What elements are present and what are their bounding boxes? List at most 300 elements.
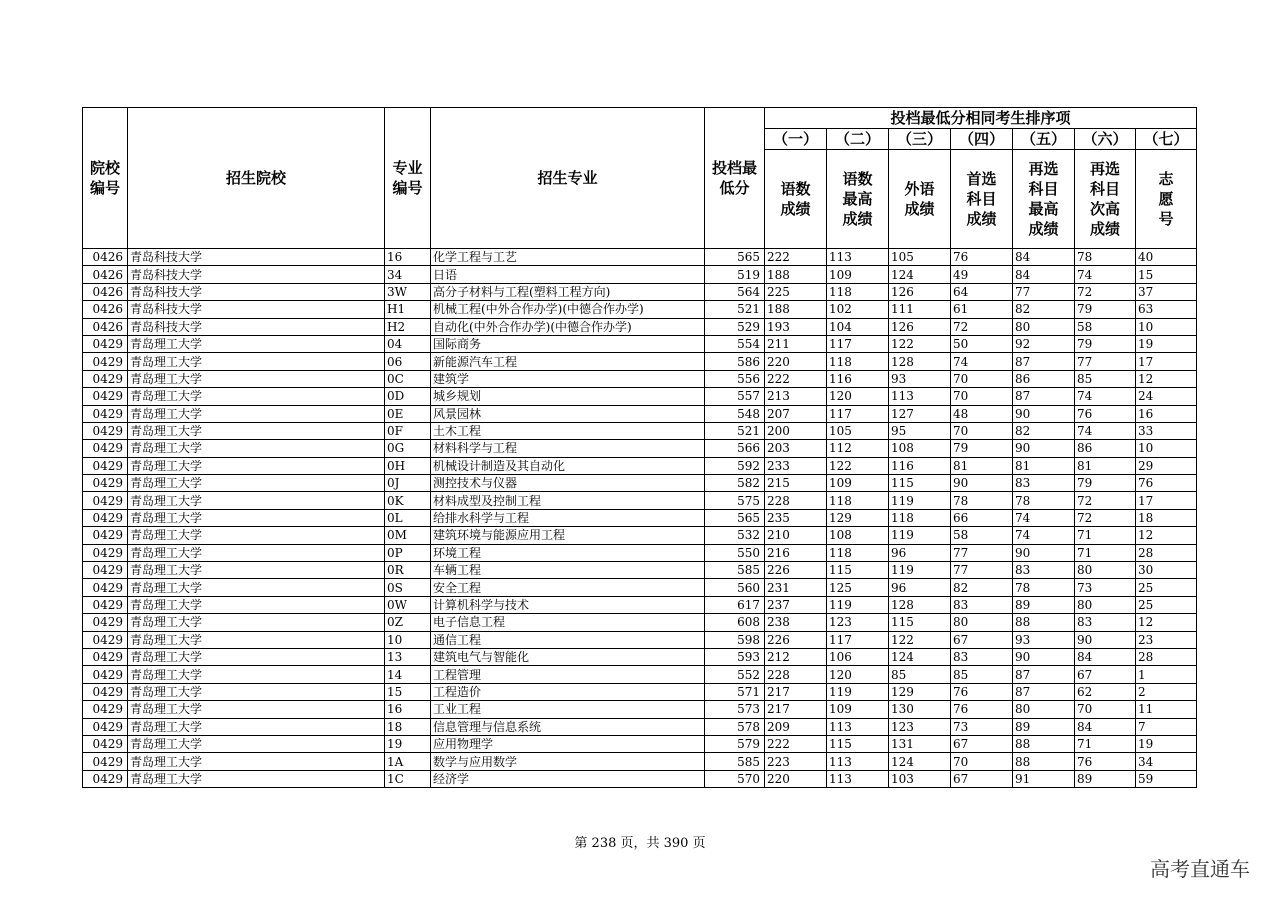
cell-tiebreak-3: 113 [889,388,951,405]
cell-school-name: 青岛理工大学 [128,370,385,387]
tiebreak-index: （三） [889,129,951,150]
cell-major-name: 安全工程 [431,579,705,596]
cell-tiebreak-3: 96 [889,579,951,596]
cell-tiebreak-6: 72 [1075,509,1136,526]
cell-tiebreak-2: 125 [827,579,889,596]
cell-major-code: 0G [385,440,431,457]
cell-min-score: 521 [705,422,765,439]
cell-tiebreak-7: 33 [1136,422,1197,439]
table-row [83,648,1197,665]
cell-major-name: 应用物理学 [431,735,705,752]
tiebreak-index: （四） [951,129,1013,150]
cell-school-code: 0429 [83,753,128,770]
cell-tiebreak-6: 83 [1075,614,1136,631]
cell-min-score: 560 [705,579,765,596]
cell-tiebreak-6: 72 [1075,283,1136,300]
cell-tiebreak-7: 19 [1136,735,1197,752]
cell-tiebreak-4: 70 [951,753,1013,770]
header-major-code: 专业编号 [385,108,431,249]
cell-tiebreak-6: 74 [1075,388,1136,405]
cell-major-name: 车辆工程 [431,562,705,579]
cell-school-code: 0429 [83,527,128,544]
cell-tiebreak-6: 85 [1075,370,1136,387]
cell-tiebreak-1: 225 [765,283,827,300]
cell-school-code: 0429 [83,440,128,457]
cell-tiebreak-2: 113 [827,249,889,266]
cell-major-code: 15 [385,683,431,700]
cell-tiebreak-6: 90 [1075,631,1136,648]
cell-tiebreak-3: 111 [889,301,951,318]
cell-tiebreak-3: 128 [889,353,951,370]
table-row [83,283,1197,300]
tiebreak-index: （一） [765,129,827,150]
cell-tiebreak-6: 80 [1075,562,1136,579]
cell-school-name: 青岛理工大学 [128,422,385,439]
cell-tiebreak-7: 28 [1136,544,1197,561]
cell-school-code: 0429 [83,735,128,752]
cell-major-name: 材料科学与工程 [431,440,705,457]
cell-major-code: 3W [385,283,431,300]
cell-tiebreak-6: 73 [1075,579,1136,596]
cell-tiebreak-7: 40 [1136,249,1197,266]
cell-school-code: 0429 [83,388,128,405]
cell-tiebreak-3: 103 [889,770,951,787]
cell-tiebreak-6: 80 [1075,596,1136,613]
cell-tiebreak-3: 93 [889,370,951,387]
cell-tiebreak-7: 30 [1136,562,1197,579]
table-row [83,335,1197,352]
cell-tiebreak-6: 79 [1075,475,1136,492]
cell-tiebreak-4: 61 [951,301,1013,318]
cell-tiebreak-3: 127 [889,405,951,422]
cell-tiebreak-2: 109 [827,266,889,283]
cell-major-name: 机械设计制造及其自动化 [431,457,705,474]
cell-tiebreak-5: 90 [1013,440,1075,457]
cell-min-score: 556 [705,370,765,387]
cell-tiebreak-6: 70 [1075,701,1136,718]
cell-tiebreak-3: 119 [889,562,951,579]
cell-tiebreak-6: 71 [1075,544,1136,561]
cell-tiebreak-3: 126 [889,318,951,335]
cell-tiebreak-2: 102 [827,301,889,318]
table-row [83,666,1197,683]
cell-tiebreak-6: 71 [1075,735,1136,752]
cell-tiebreak-4: 82 [951,579,1013,596]
cell-tiebreak-3: 119 [889,492,951,509]
table-row [83,562,1197,579]
cell-tiebreak-3: 126 [889,283,951,300]
tiebreak-item: 首选科目成绩 [951,150,1013,249]
cell-tiebreak-7: 34 [1136,753,1197,770]
cell-major-name: 自动化(中外合作办学)(中德合作办学) [431,318,705,335]
cell-major-code: 0D [385,388,431,405]
cell-tiebreak-4: 58 [951,527,1013,544]
cell-tiebreak-4: 73 [951,718,1013,735]
cell-school-name: 青岛理工大学 [128,562,385,579]
cell-tiebreak-5: 77 [1013,283,1075,300]
cell-school-name: 青岛科技大学 [128,266,385,283]
cell-school-code: 0429 [83,562,128,579]
table-row [83,735,1197,752]
cell-tiebreak-4: 76 [951,249,1013,266]
cell-tiebreak-1: 217 [765,683,827,700]
cell-school-name: 青岛理工大学 [128,405,385,422]
cell-tiebreak-2: 118 [827,353,889,370]
cell-tiebreak-3: 105 [889,249,951,266]
table-row [83,579,1197,596]
cell-tiebreak-3: 124 [889,648,951,665]
cell-school-name: 青岛理工大学 [128,509,385,526]
cell-tiebreak-6: 67 [1075,666,1136,683]
cell-school-name: 青岛理工大学 [128,335,385,352]
cell-min-score: 579 [705,735,765,752]
cell-tiebreak-7: 23 [1136,631,1197,648]
table-row [83,440,1197,457]
cell-tiebreak-6: 62 [1075,683,1136,700]
cell-major-name: 信息管理与信息系统 [431,718,705,735]
cell-tiebreak-2: 115 [827,562,889,579]
cell-tiebreak-1: 212 [765,648,827,665]
cell-tiebreak-6: 79 [1075,301,1136,318]
cell-major-code: 0P [385,544,431,561]
cell-major-code: 0M [385,527,431,544]
cell-tiebreak-1: 203 [765,440,827,457]
cell-major-code: 19 [385,735,431,752]
cell-tiebreak-7: 12 [1136,527,1197,544]
cell-tiebreak-7: 10 [1136,440,1197,457]
cell-tiebreak-2: 113 [827,770,889,787]
cell-tiebreak-7: 12 [1136,614,1197,631]
cell-tiebreak-2: 118 [827,492,889,509]
cell-major-name: 高分子材料与工程(塑料工程方向) [431,283,705,300]
cell-school-code: 0429 [83,596,128,613]
cell-major-name: 工程造价 [431,683,705,700]
table-row [83,509,1197,526]
cell-major-name: 给排水科学与工程 [431,509,705,526]
header-tiebreak-title: 投档最低分相同考生排序项 [765,108,1197,129]
cell-tiebreak-1: 220 [765,353,827,370]
cell-major-code: 34 [385,266,431,283]
header-school-name: 招生院校 [128,108,385,249]
cell-tiebreak-1: 209 [765,718,827,735]
cell-major-code: 0S [385,579,431,596]
cell-school-code: 0429 [83,422,128,439]
cell-major-name: 计算机科学与技术 [431,596,705,613]
cell-tiebreak-7: 12 [1136,370,1197,387]
cell-min-score: 592 [705,457,765,474]
cell-tiebreak-7: 16 [1136,405,1197,422]
cell-tiebreak-3: 116 [889,457,951,474]
cell-tiebreak-1: 238 [765,614,827,631]
table-row [83,249,1197,266]
cell-major-code: 14 [385,666,431,683]
cell-min-score: 573 [705,701,765,718]
cell-major-name: 土木工程 [431,422,705,439]
cell-school-name: 青岛理工大学 [128,544,385,561]
cell-tiebreak-2: 117 [827,335,889,352]
cell-school-name: 青岛理工大学 [128,527,385,544]
cell-min-score: 532 [705,527,765,544]
cell-school-code: 0426 [83,301,128,318]
cell-tiebreak-2: 123 [827,614,889,631]
table-row [83,753,1197,770]
cell-tiebreak-3: 122 [889,631,951,648]
cell-school-name: 青岛理工大学 [128,596,385,613]
cell-tiebreak-4: 76 [951,701,1013,718]
cell-tiebreak-6: 84 [1075,718,1136,735]
cell-tiebreak-1: 226 [765,631,827,648]
cell-tiebreak-1: 231 [765,579,827,596]
cell-tiebreak-4: 66 [951,509,1013,526]
cell-tiebreak-5: 83 [1013,562,1075,579]
cell-tiebreak-5: 87 [1013,388,1075,405]
cell-school-name: 青岛科技大学 [128,283,385,300]
cell-major-name: 数学与应用数学 [431,753,705,770]
cell-tiebreak-6: 79 [1075,335,1136,352]
table-row [83,457,1197,474]
cell-min-score: 617 [705,596,765,613]
cell-major-code: 0F [385,422,431,439]
cell-min-score: 593 [705,648,765,665]
cell-school-name: 青岛理工大学 [128,631,385,648]
tiebreak-item: 语数最高成绩 [827,150,889,249]
cell-tiebreak-5: 84 [1013,249,1075,266]
cell-tiebreak-4: 49 [951,266,1013,283]
cell-school-code: 0426 [83,249,128,266]
tiebreak-item: 志愿号 [1136,150,1197,249]
cell-min-score: 571 [705,683,765,700]
cell-major-name: 环境工程 [431,544,705,561]
cell-tiebreak-4: 83 [951,596,1013,613]
cell-tiebreak-5: 82 [1013,422,1075,439]
cell-major-code: 0K [385,492,431,509]
cell-school-name: 青岛理工大学 [128,683,385,700]
cell-major-name: 日语 [431,266,705,283]
cell-tiebreak-7: 7 [1136,718,1197,735]
cell-tiebreak-5: 80 [1013,318,1075,335]
cell-school-code: 0429 [83,770,128,787]
cell-tiebreak-5: 82 [1013,301,1075,318]
cell-major-code: 04 [385,335,431,352]
cell-tiebreak-7: 76 [1136,475,1197,492]
cell-tiebreak-5: 86 [1013,370,1075,387]
cell-major-name: 建筑环境与能源应用工程 [431,527,705,544]
cell-tiebreak-7: 19 [1136,335,1197,352]
cell-school-name: 青岛理工大学 [128,648,385,665]
cell-tiebreak-7: 2 [1136,683,1197,700]
cell-tiebreak-1: 222 [765,249,827,266]
header-min-score: 投档最低分 [705,108,765,249]
cell-tiebreak-5: 90 [1013,648,1075,665]
cell-tiebreak-4: 90 [951,475,1013,492]
cell-tiebreak-4: 67 [951,631,1013,648]
cell-tiebreak-1: 200 [765,422,827,439]
cell-tiebreak-1: 217 [765,701,827,718]
cell-min-score: 608 [705,614,765,631]
cell-tiebreak-7: 37 [1136,283,1197,300]
cell-tiebreak-6: 76 [1075,405,1136,422]
cell-major-code: 0E [385,405,431,422]
cell-tiebreak-5: 89 [1013,596,1075,613]
cell-tiebreak-4: 67 [951,770,1013,787]
cell-tiebreak-2: 120 [827,666,889,683]
cell-tiebreak-4: 81 [951,457,1013,474]
cell-school-name: 青岛理工大学 [128,701,385,718]
cell-major-name: 化学工程与工艺 [431,249,705,266]
cell-tiebreak-2: 117 [827,631,889,648]
cell-tiebreak-3: 122 [889,335,951,352]
cell-tiebreak-1: 235 [765,509,827,526]
cell-tiebreak-5: 80 [1013,701,1075,718]
cell-tiebreak-1: 211 [765,335,827,352]
cell-min-score: 586 [705,353,765,370]
cell-tiebreak-5: 93 [1013,631,1075,648]
cell-school-code: 0429 [83,666,128,683]
cell-tiebreak-4: 50 [951,335,1013,352]
cell-school-name: 青岛理工大学 [128,475,385,492]
cell-tiebreak-1: 188 [765,301,827,318]
cell-school-name: 青岛科技大学 [128,249,385,266]
cell-tiebreak-7: 28 [1136,648,1197,665]
cell-school-code: 0426 [83,283,128,300]
table-row [83,544,1197,561]
cell-tiebreak-4: 78 [951,492,1013,509]
cell-school-code: 0429 [83,614,128,631]
cell-tiebreak-3: 129 [889,683,951,700]
cell-min-score: 578 [705,718,765,735]
cell-tiebreak-4: 77 [951,562,1013,579]
cell-min-score: 575 [705,492,765,509]
cell-tiebreak-2: 115 [827,735,889,752]
cell-min-score: 582 [705,475,765,492]
cell-tiebreak-3: 130 [889,701,951,718]
cell-tiebreak-3: 115 [889,475,951,492]
cell-school-code: 0429 [83,509,128,526]
cell-major-name: 风景园林 [431,405,705,422]
cell-major-code: 0W [385,596,431,613]
cell-tiebreak-2: 116 [827,370,889,387]
cell-major-code: 0H [385,457,431,474]
watermark: 高考直通车 [1150,857,1250,881]
cell-tiebreak-7: 11 [1136,701,1197,718]
header-school-code: 院校编号 [83,108,128,249]
cell-school-code: 0429 [83,631,128,648]
cell-major-code: 10 [385,631,431,648]
cell-tiebreak-5: 74 [1013,509,1075,526]
cell-tiebreak-3: 115 [889,614,951,631]
cell-school-name: 青岛理工大学 [128,457,385,474]
cell-major-code: H1 [385,301,431,318]
cell-tiebreak-7: 18 [1136,509,1197,526]
cell-tiebreak-2: 122 [827,457,889,474]
table-body [83,249,1197,788]
cell-tiebreak-3: 118 [889,509,951,526]
cell-min-score: 557 [705,388,765,405]
cell-tiebreak-6: 71 [1075,527,1136,544]
cell-school-code: 0429 [83,475,128,492]
cell-tiebreak-4: 77 [951,544,1013,561]
table-row [83,770,1197,787]
cell-school-code: 0429 [83,370,128,387]
cell-tiebreak-3: 128 [889,596,951,613]
cell-tiebreak-3: 124 [889,753,951,770]
cell-min-score: 521 [705,301,765,318]
tiebreak-item: 再选科目次高成绩 [1075,150,1136,249]
cell-tiebreak-7: 25 [1136,579,1197,596]
cell-tiebreak-1: 210 [765,527,827,544]
cell-tiebreak-2: 104 [827,318,889,335]
cell-tiebreak-2: 109 [827,701,889,718]
cell-min-score: 585 [705,753,765,770]
cell-tiebreak-1: 216 [765,544,827,561]
cell-tiebreak-5: 84 [1013,266,1075,283]
cell-major-name: 测控技术与仪器 [431,475,705,492]
cell-min-score: 554 [705,335,765,352]
cell-tiebreak-3: 95 [889,422,951,439]
table-row [83,422,1197,439]
cell-school-code: 0429 [83,683,128,700]
cell-major-name: 材料成型及控制工程 [431,492,705,509]
cell-tiebreak-7: 29 [1136,457,1197,474]
cell-tiebreak-5: 90 [1013,544,1075,561]
cell-tiebreak-7: 15 [1136,266,1197,283]
cell-tiebreak-5: 88 [1013,753,1075,770]
cell-major-code: 1A [385,753,431,770]
cell-tiebreak-2: 120 [827,388,889,405]
tiebreak-item: 外语成绩 [889,150,951,249]
cell-tiebreak-2: 109 [827,475,889,492]
cell-tiebreak-4: 79 [951,440,1013,457]
cell-tiebreak-4: 80 [951,614,1013,631]
cell-tiebreak-6: 72 [1075,492,1136,509]
cell-school-code: 0429 [83,579,128,596]
cell-school-name: 青岛理工大学 [128,353,385,370]
cell-min-score: 565 [705,249,765,266]
cell-tiebreak-1: 223 [765,753,827,770]
cell-major-code: 0L [385,509,431,526]
cell-school-code: 0429 [83,353,128,370]
cell-min-score: 598 [705,631,765,648]
cell-tiebreak-5: 88 [1013,735,1075,752]
cell-tiebreak-3: 131 [889,735,951,752]
cell-tiebreak-5: 91 [1013,770,1075,787]
cell-school-name: 青岛理工大学 [128,735,385,752]
cell-tiebreak-6: 74 [1075,422,1136,439]
cell-school-code: 0429 [83,648,128,665]
cell-min-score: 566 [705,440,765,457]
cell-school-name: 青岛理工大学 [128,753,385,770]
cell-tiebreak-2: 119 [827,683,889,700]
cell-school-name: 青岛理工大学 [128,770,385,787]
cell-school-code: 0429 [83,335,128,352]
cell-tiebreak-3: 85 [889,666,951,683]
cell-tiebreak-7: 25 [1136,596,1197,613]
table-row [83,596,1197,613]
cell-tiebreak-7: 17 [1136,353,1197,370]
cell-major-name: 电子信息工程 [431,614,705,631]
cell-tiebreak-7: 1 [1136,666,1197,683]
cell-major-name: 建筑学 [431,370,705,387]
table-header [83,108,1197,249]
cell-tiebreak-2: 118 [827,544,889,561]
cell-tiebreak-2: 113 [827,753,889,770]
cell-school-code: 0429 [83,492,128,509]
cell-tiebreak-6: 76 [1075,753,1136,770]
cell-school-code: 0429 [83,457,128,474]
table-row [83,683,1197,700]
cell-tiebreak-3: 124 [889,266,951,283]
cell-tiebreak-4: 85 [951,666,1013,683]
